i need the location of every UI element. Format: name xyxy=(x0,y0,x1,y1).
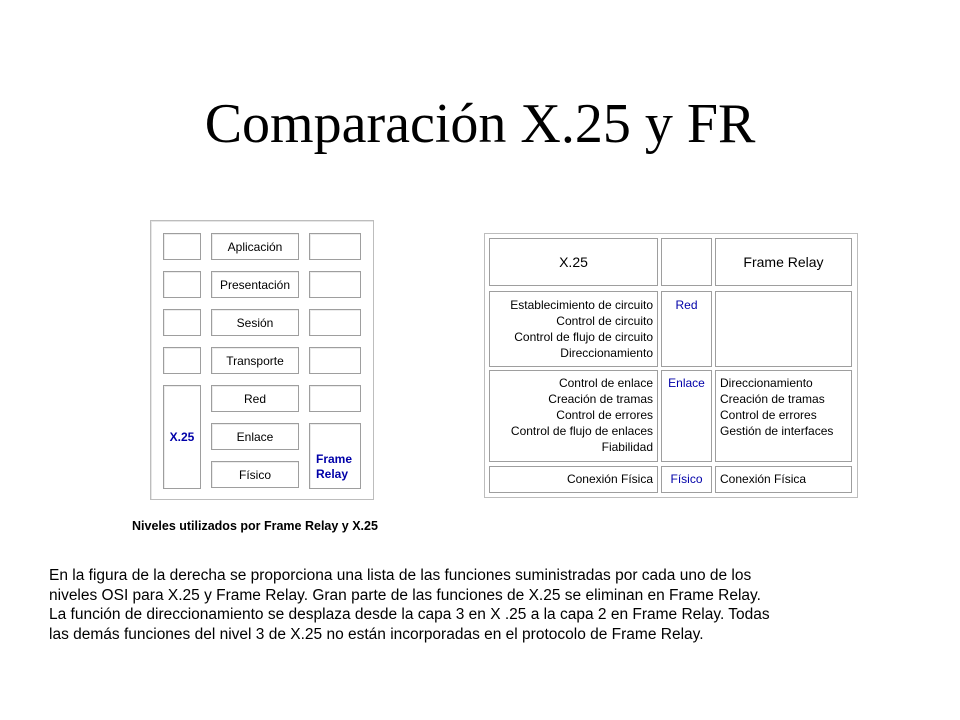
right-empty-box xyxy=(309,271,361,298)
function-item: Control de flujo de circuito xyxy=(514,330,653,344)
x25-fisico-functions xyxy=(489,466,658,493)
layer-red-cell xyxy=(661,291,712,367)
function-item: Creación de tramas xyxy=(548,392,653,406)
comparison-table xyxy=(484,233,858,498)
layer-transporte: Transporte xyxy=(211,347,299,374)
header-frame-relay: Frame Relay xyxy=(715,238,852,286)
layer-presentacion: Presentación xyxy=(211,271,299,298)
function-item: Control de errores xyxy=(556,408,653,422)
paragraph-line: En la figura de la derecha se proporciona una lista de las funciones suministradas por cada uno de los xyxy=(49,567,752,584)
function-item: Control de flujo de enlaces xyxy=(510,424,653,438)
function-item: Establecimiento de circuito xyxy=(510,298,653,312)
fr-enlace-functions xyxy=(715,370,852,462)
layer-red: Red xyxy=(211,385,299,412)
layer-fisico-cell xyxy=(661,466,712,493)
layer-label: Enlace xyxy=(668,376,705,390)
left-empty-box xyxy=(163,271,201,298)
layer-label: Físico xyxy=(670,472,703,486)
function-item: Conexión Física xyxy=(566,472,653,486)
layer-enlace-cell xyxy=(661,370,712,462)
function-item: Control de errores xyxy=(720,408,817,422)
header-x25: X.25 xyxy=(489,238,658,286)
x25-enlace-functions xyxy=(489,370,658,462)
function-item: Direccionamiento xyxy=(720,376,813,390)
x25-label: X.25 xyxy=(169,430,195,444)
x25-span-box xyxy=(163,385,201,489)
paragraph-line: La función de direccionamiento se desplaza desde la capa 3 en X .25 a la capa 2 en Frame Relay. Todas xyxy=(49,606,770,624)
description-paragraph xyxy=(49,566,929,644)
layer-aplicacion: Aplicación xyxy=(211,233,299,260)
function-item: Gestión de interfaces xyxy=(720,424,834,438)
function-item: Control de circuito xyxy=(556,314,653,328)
function-item: Fiabilidad xyxy=(601,440,653,454)
x25-red-functions xyxy=(489,291,658,367)
function-item: Conexión Física xyxy=(720,472,807,486)
right-empty-box xyxy=(309,385,361,412)
frame-relay-span-box: Frame Relay xyxy=(309,423,361,489)
layer-fisico: Físico xyxy=(211,461,299,488)
right-empty-box xyxy=(309,347,361,374)
function-item: Creación de tramas xyxy=(720,392,825,406)
left-empty-box xyxy=(163,347,201,374)
layer-label: Red xyxy=(675,298,698,312)
fr-red-functions xyxy=(715,291,852,367)
header-middle xyxy=(661,238,712,286)
layer-enlace: Enlace xyxy=(211,423,299,450)
function-item: Control de enlace xyxy=(558,376,653,390)
slide-title: Comparación X.25 y FR xyxy=(204,93,756,155)
paragraph-line: niveles OSI para X.25 y Frame Relay. Gran parte de las funciones de X.25 se eliminan en Frame Relay. xyxy=(49,586,761,604)
layer-sesion: Sesión xyxy=(211,309,299,336)
function-item: Direccionamiento xyxy=(560,346,653,360)
figure-caption: Niveles utilizados por Frame Relay y X.25 xyxy=(132,519,378,533)
right-empty-box xyxy=(309,233,361,260)
fr-fisico-functions xyxy=(715,466,852,493)
right-empty-box xyxy=(309,309,361,336)
left-empty-box xyxy=(163,309,201,336)
paragraph-line: las demás funciones del nivel 3 de X.25 no están incorporadas en el protocolo de Frame Relay. xyxy=(49,625,704,643)
osi-levels-figure xyxy=(150,220,374,500)
left-empty-box xyxy=(163,233,201,260)
